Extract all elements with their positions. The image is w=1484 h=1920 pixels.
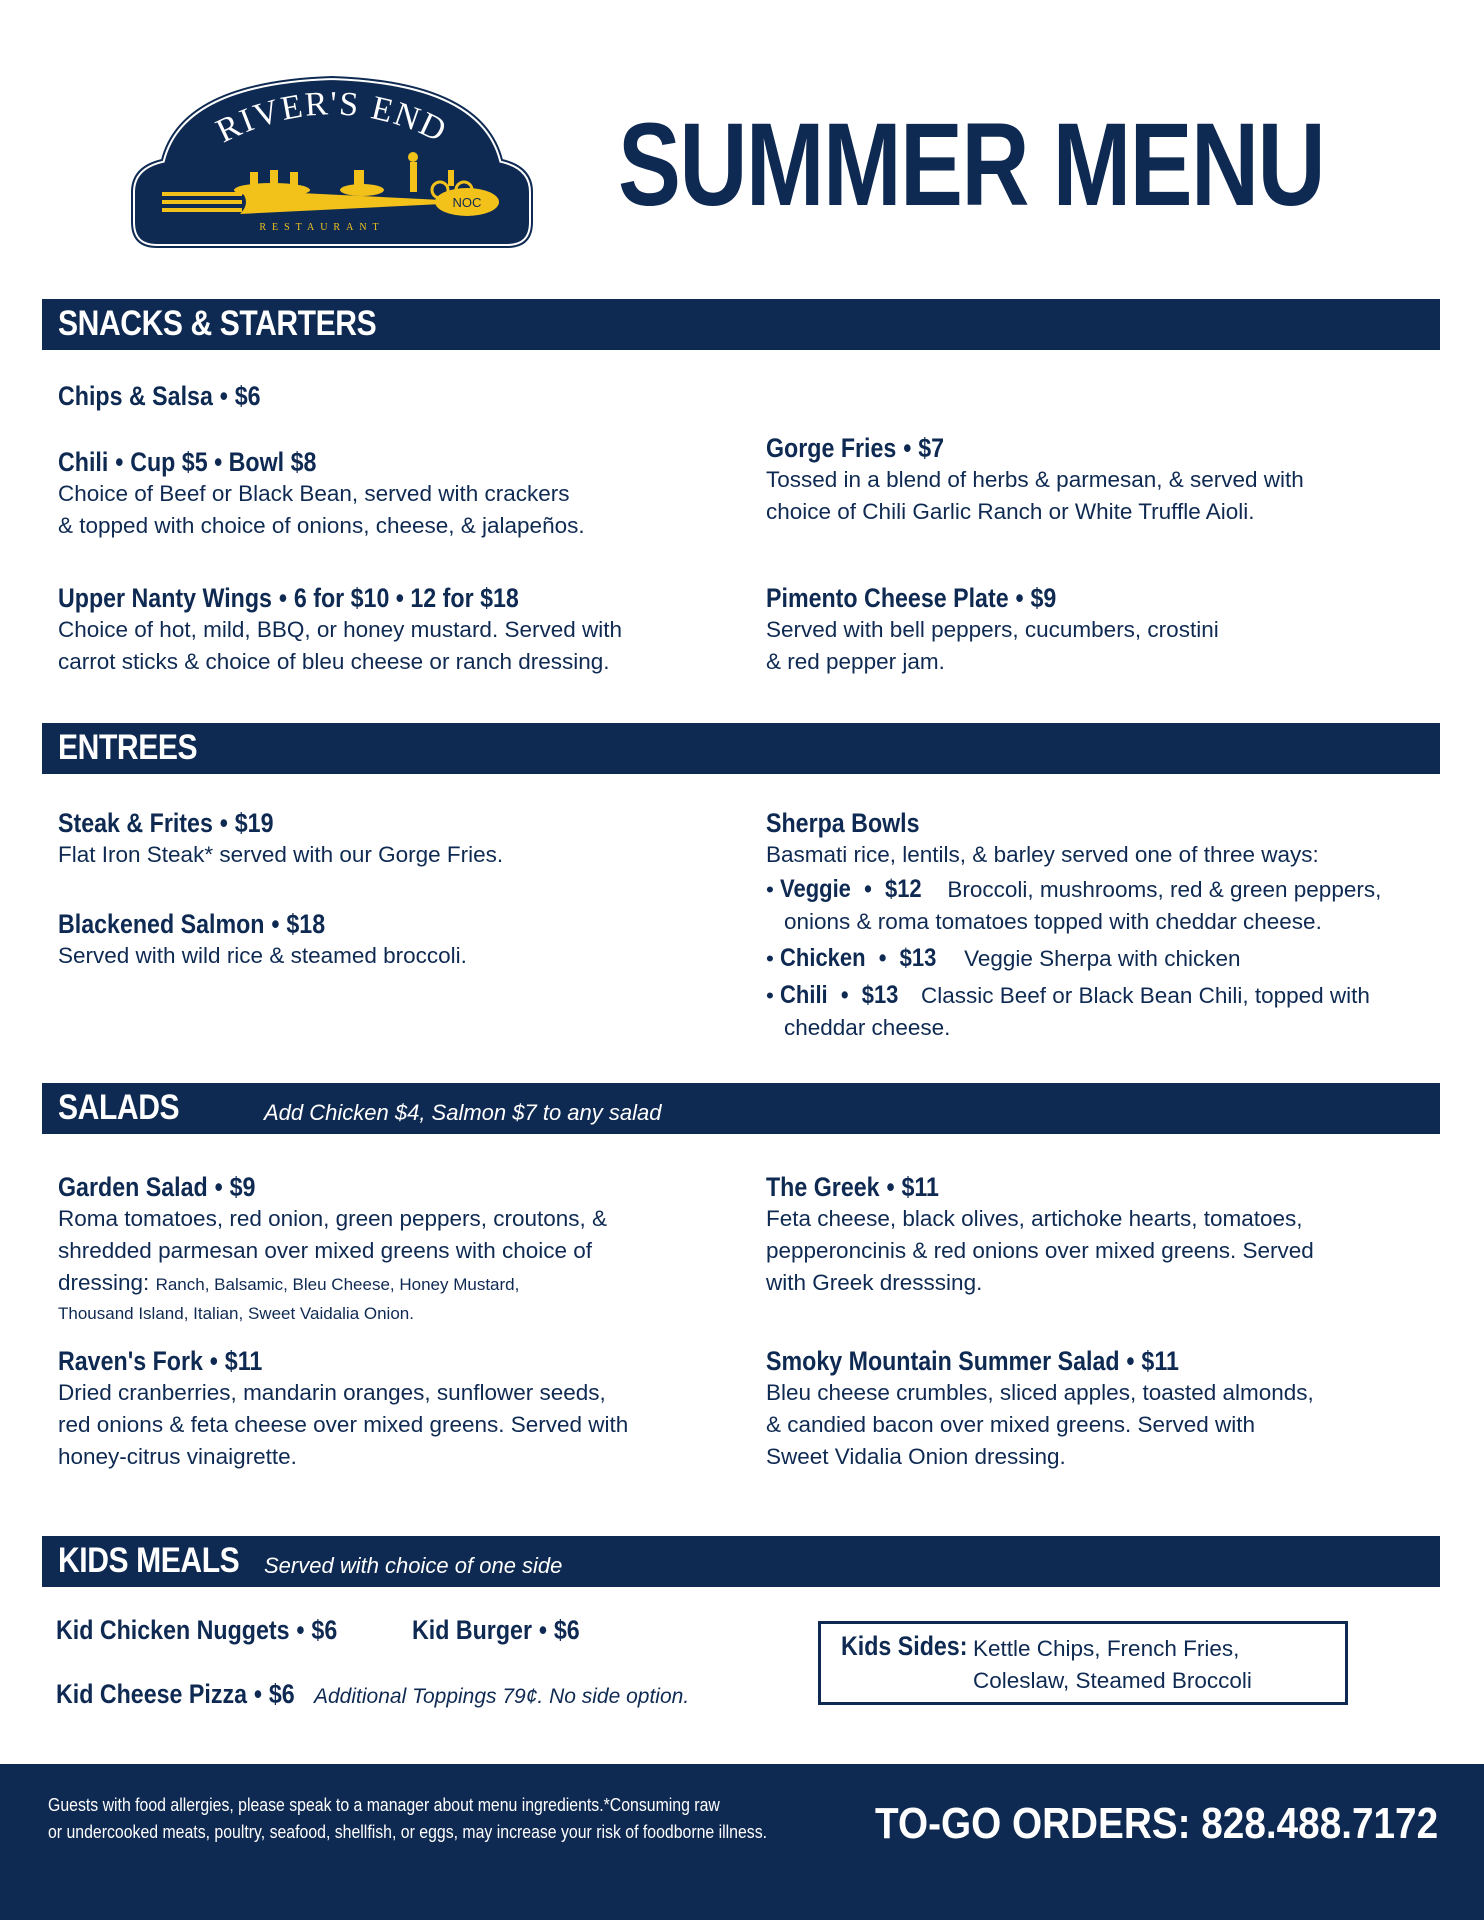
menu-item: Kid Chicken Nuggets • $6 xyxy=(56,1615,338,1645)
option-desc: Veggie Sherpa with chicken xyxy=(964,946,1241,971)
item-description: Choice of Beef or Black Bean, served with crackers & topped with choice of onions, cheese, & jalapeños. xyxy=(58,481,585,538)
page-title: SUMMER MENU xyxy=(618,99,1325,231)
item-name: Kid Cheese Pizza xyxy=(56,1679,247,1709)
menu-item: Smoky Mountain Summer Salad • $11 Bleu cheese crumbles, sliced apples, toasted almonds, & candied bacon over mixed greens. Served with Sweet Vidalia Onion dressing. xyxy=(766,1345,1436,1473)
restaurant-logo xyxy=(122,72,542,257)
option-price: $13 xyxy=(861,981,899,1009)
item-name: Pimento Cheese Plate xyxy=(766,583,1009,613)
item-name: Kid Burger xyxy=(412,1615,532,1645)
item-name: Upper Nanty Wings xyxy=(58,583,272,613)
logo-badge: NOC xyxy=(452,195,482,210)
item-name: Chips & Salsa xyxy=(58,381,213,411)
item-description: Flat Iron Steak* served with our Gorge Fries. xyxy=(58,842,504,867)
sherpa-option-cont: cheddar cheese. xyxy=(784,1015,951,1040)
item-price: $6 xyxy=(553,1615,580,1645)
menu-item: Blackened Salmon • $18 Served with wild rice & steamed broccoli. xyxy=(58,908,728,972)
kids-sides-line2: Coleslaw, Steamed Broccoli xyxy=(973,1668,1252,1693)
option-desc: Classic Beef or Black Bean Chili, topped with xyxy=(920,983,1370,1008)
item-price: $6 xyxy=(311,1615,338,1645)
item-price: Cup $5 • Bowl $8 xyxy=(130,447,317,477)
section-bar-kids xyxy=(42,1536,1440,1587)
section-heading: SALADS xyxy=(58,1088,180,1127)
item-name: The Greek xyxy=(766,1172,880,1202)
item-name: Garden Salad xyxy=(58,1172,208,1202)
to-go-orders: TO-GO ORDERS: 828.488.7172 xyxy=(875,1799,1439,1848)
kids-sides-box xyxy=(818,1621,1348,1705)
disclaimer-line: or undercooked meats, poultry, seafood, shellfish, or eggs, may increase your risk of foodborne illness. xyxy=(48,1822,768,1842)
menu-item: Kid Cheese Pizza • $6 Additional Toppings 79¢. No side option. xyxy=(56,1679,690,1709)
item-price: $6 xyxy=(234,381,261,411)
item-name: Gorge Fries xyxy=(766,433,897,463)
section-note: Served with choice of one side xyxy=(264,1553,563,1578)
sherpa-option: • Chili • $13 Classic Beef or Black Bean Chili, topped with xyxy=(766,981,1370,1009)
item-description: Dried cranberries, mandarin oranges, sunflower seeds, red onions & feta cheese over mixed greens. Served with honey-citrus vinaigrette. xyxy=(58,1380,629,1469)
disclaimer-line: Guests with food allergies, please speak to a manager about menu ingredients.*Consuming raw xyxy=(48,1795,720,1815)
item-price: $9 xyxy=(229,1172,256,1202)
option-name: Veggie xyxy=(780,875,852,903)
item-description: Feta cheese, black olives, artichoke hearts, tomatoes, pepperoncinis & red onions over mixed greens. Served with Greek dresssing. xyxy=(766,1206,1314,1295)
item-description: Basmati rice, lentils, & barley served one of three ways: xyxy=(766,842,1319,867)
kids-sides-label: Kids Sides: xyxy=(841,1631,968,1661)
item-name: Smoky Mountain Summer Salad xyxy=(766,1346,1120,1376)
menu-item: Kid Burger • $6 xyxy=(412,1615,580,1645)
option-price: $12 xyxy=(885,875,922,903)
dressing-label: dressing: xyxy=(58,1270,150,1295)
item-name: Kid Chicken Nuggets xyxy=(56,1615,290,1645)
sherpa-option: • Veggie • $12 Broccoli, mushrooms, red & green peppers, xyxy=(766,875,1382,903)
option-name: Chicken xyxy=(780,944,866,972)
kids-sides-line1: Kettle Chips, French Fries, xyxy=(973,1636,1240,1661)
item-price: $6 xyxy=(268,1679,295,1709)
item-description: Roma tomatoes, red onion, green peppers, croutons, & shredded parmesan over mixed greens with choice of xyxy=(58,1206,608,1263)
item-name: Raven's Fork xyxy=(58,1346,203,1376)
item-price: 6 for $10 • 12 for $18 xyxy=(293,583,519,613)
menu-item: Gorge Fries • $7 Tossed in a blend of herbs & parmesan, & served with choice of Chili Garlic Ranch or White Truffle Aioli. xyxy=(766,432,1436,528)
logo-text: RIVER'S END xyxy=(210,85,454,151)
allergy-disclaimer xyxy=(48,1792,770,1846)
item-price: $7 xyxy=(918,433,945,463)
footer xyxy=(0,1764,1484,1920)
item-name: Sherpa Bowls xyxy=(766,808,920,838)
sherpa-option-cont: onions & roma tomatoes topped with cheddar cheese. xyxy=(784,909,1322,934)
sherpa-bowls xyxy=(766,807,1446,1044)
item-name: Blackened Salmon xyxy=(58,909,265,939)
item-name: Steak & Frites xyxy=(58,808,213,838)
menu-item: Chips & Salsa • $6 xyxy=(58,381,261,411)
section-bar-salads xyxy=(42,1083,1440,1134)
menu-item: Chili • Cup $5 • Bowl $8 Choice of Beef or Black Bean, served with crackers & topped with choice of onions, cheese, & jalapeños. xyxy=(58,446,728,542)
item-price: $18 xyxy=(286,909,326,939)
item-note: Additional Toppings 79¢. No side option. xyxy=(314,1685,690,1708)
menu-item: Steak & Frites • $19 Flat Iron Steak* served with our Gorge Fries. xyxy=(58,807,728,871)
item-description: Choice of hot, mild, BBQ, or honey mustard. Served with carrot sticks & choice of bleu cheese or ranch dressing. xyxy=(58,617,623,674)
menu-item: Raven's Fork • $11 Dried cranberries, mandarin oranges, sunflower seeds, red onions & feta cheese over mixed greens. Served with honey-citrus vinaigrette. xyxy=(58,1345,728,1473)
section-note: Add Chicken $4, Salmon $7 to any salad xyxy=(264,1100,662,1125)
option-name: Chili xyxy=(780,981,828,1009)
menu-item: The Greek • $11 Feta cheese, black olives, artichoke hearts, tomatoes, pepperoncinis & red onions over mixed greens. Served with Greek dresssing. xyxy=(766,1171,1436,1299)
logo-subtext: RESTAURANT xyxy=(259,222,385,233)
item-price: $11 xyxy=(901,1172,939,1202)
menu-item: Garden Salad • $9 Roma tomatoes, red onion, green peppers, croutons, & shredded parmesan over mixed greens with choice of dressing: Ranch, Balsamic, Bleu Cheese, Honey Mustard, Thousand Island, Italian, Sweet Vaidalia Onion. xyxy=(58,1171,728,1327)
item-price: $19 xyxy=(234,808,274,838)
menu-item: Pimento Cheese Plate • $9 Served with bell peppers, cucumbers, crostini & red pepper jam. xyxy=(766,582,1436,678)
item-description: Bleu cheese crumbles, sliced apples, toasted almonds, & candied bacon over mixed greens. Served with Sweet Vidalia Onion dressing. xyxy=(766,1380,1314,1469)
dressing-options: Ranch, Balsamic, Bleu Cheese, Honey Mustard, xyxy=(155,1275,520,1294)
item-description: Served with bell peppers, cucumbers, crostini & red pepper jam. xyxy=(766,617,1219,674)
sherpa-option: • Chicken • $13 Veggie Sherpa with chicken xyxy=(766,944,1241,972)
section-heading: ENTREES xyxy=(58,728,198,767)
item-description: Tossed in a blend of herbs & parmesan, & served with choice of Chili Garlic Ranch or White Truffle Aioli. xyxy=(766,467,1304,524)
item-price: $11 xyxy=(224,1346,263,1376)
option-price: $13 xyxy=(899,944,937,972)
option-desc: Broccoli, mushrooms, red & green peppers, xyxy=(947,877,1382,902)
menu-item: Upper Nanty Wings • 6 for $10 • 12 for $18 Choice of hot, mild, BBQ, or honey mustard. Served with carrot sticks & choice of bleu cheese or ranch dressing. xyxy=(58,582,728,678)
dressing-options-cont: Thousand Island, Italian, Sweet Vaidalia Onion. xyxy=(58,1304,414,1323)
section-heading: SNACKS & STARTERS xyxy=(58,304,377,343)
item-price: $11 xyxy=(1141,1346,1179,1376)
section-bar-entrees xyxy=(42,723,1440,774)
section-bar-snacks xyxy=(42,299,1440,350)
section-heading: KIDS MEALS xyxy=(58,1541,240,1580)
item-price: $9 xyxy=(1030,583,1057,613)
item-name: Chili xyxy=(58,447,109,477)
item-description: Served with wild rice & steamed broccoli. xyxy=(58,943,467,968)
